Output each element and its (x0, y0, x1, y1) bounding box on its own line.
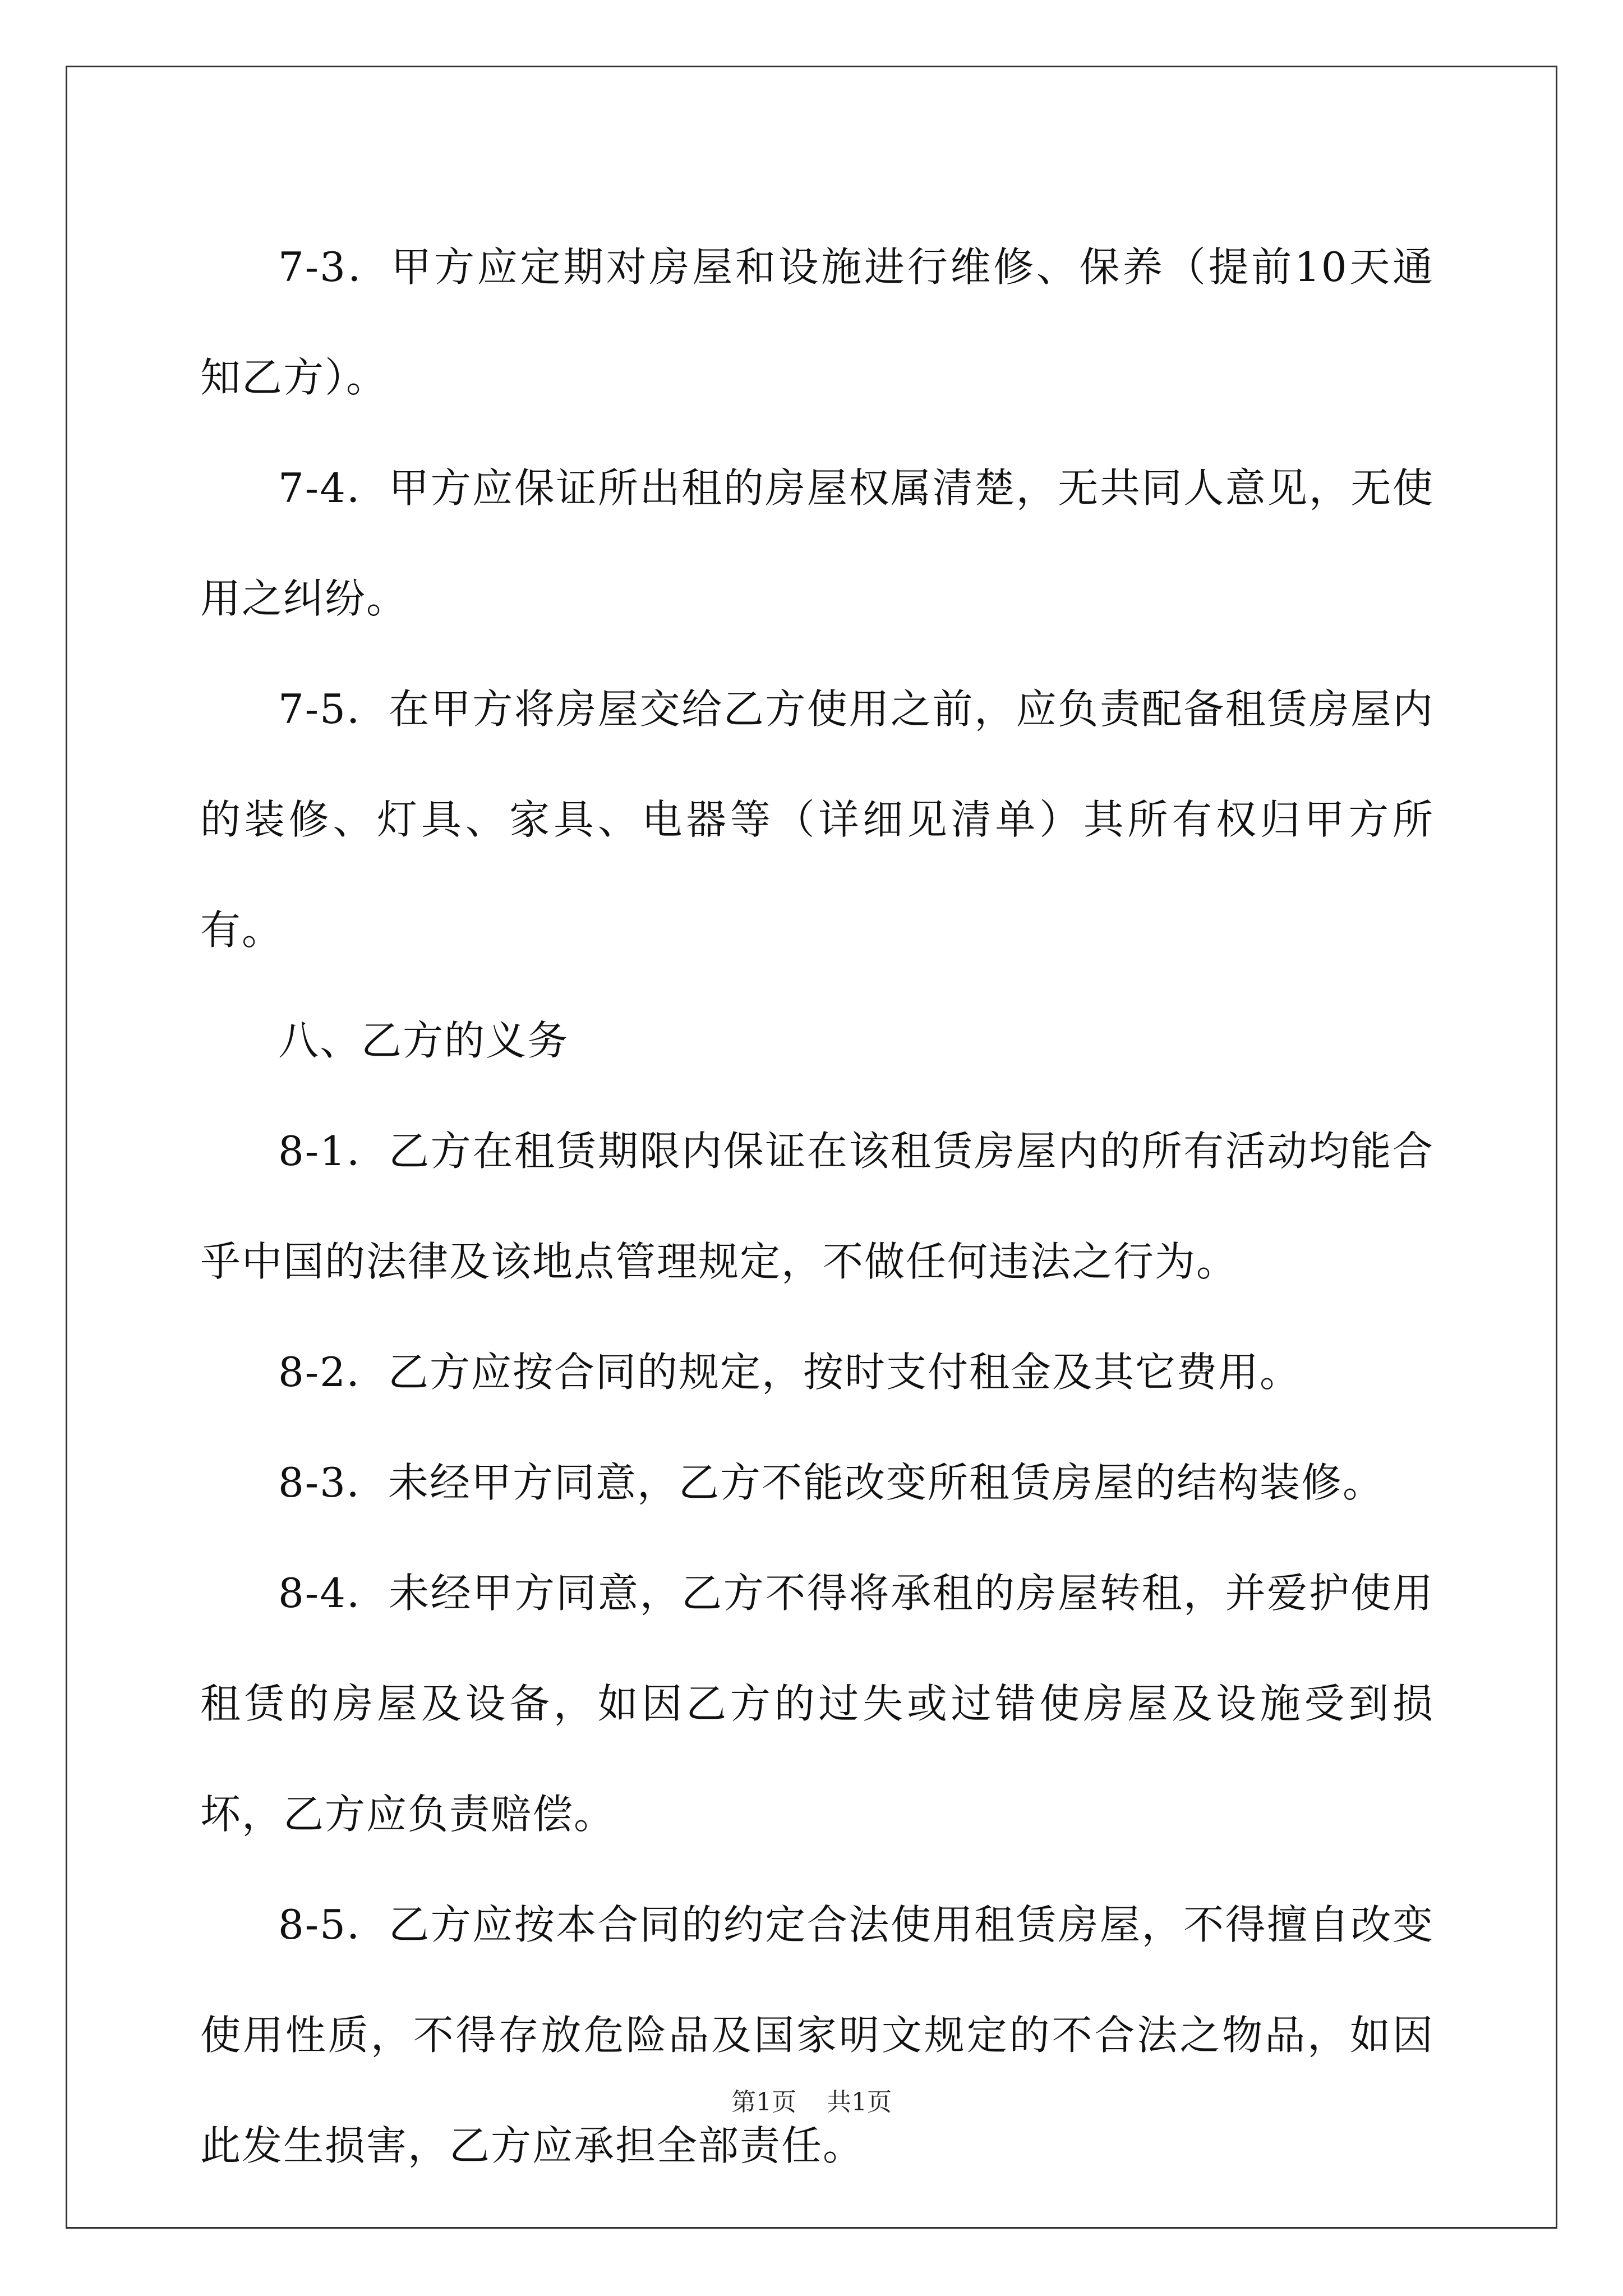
paragraph-8-3: 8-3．未经甲方同意，乙方不能改变所租赁房屋的结构装修。 (278, 1459, 1384, 1506)
paragraph-8-4: 8-4．未经甲方同意，乙方不得将承租的房屋转租，并爱护使用租赁的房屋及设备，如因乙方的过失或过错使房屋及设施受到损坏，乙方应负责赔偿。 (200, 1570, 1434, 1838)
paragraph-8-2: 8-2．乙方应按合同的规定，按时支付租金及其它费用。 (278, 1349, 1301, 1396)
section-heading-party-b-obligations: 八、乙方的义务 (278, 1017, 569, 1064)
paragraph-7-3: 7-3．甲方应定期对房屋和设施进行维修、保养（提前10天通知乙方）。 (200, 243, 1434, 401)
paragraph-8-1: 8-1．乙方在租赁期限内保证在该租赁房屋内的所有活动均能合乎中国的法律及该地点管理规定，不做任何违法之行为。 (200, 1128, 1434, 1285)
paragraph-7-5: 7-5．在甲方将房屋交给乙方使用之前，应负责配备租赁房屋内的装修、灯具、家具、电器等（详细见清单）其所有权归甲方所有。 (200, 685, 1434, 954)
paragraph-7-4: 7-4．甲方应保证所出租的房屋权属清楚，无共同人意见，无使用之纠纷。 (200, 464, 1434, 622)
page-number: 第1页 (731, 2088, 796, 2116)
page-total: 共1页 (827, 2088, 892, 2116)
page-footer (0, 2086, 1623, 2119)
document-body (200, 212, 1434, 2201)
paragraph-8-5: 8-5．乙方应按本合同的约定合法使用租赁房屋，不得擅自改变使用性质，不得存放危险品及国家明文规定的不合法之物品，如因此发生损害，乙方应承担全部责任。 (200, 1901, 1434, 2169)
